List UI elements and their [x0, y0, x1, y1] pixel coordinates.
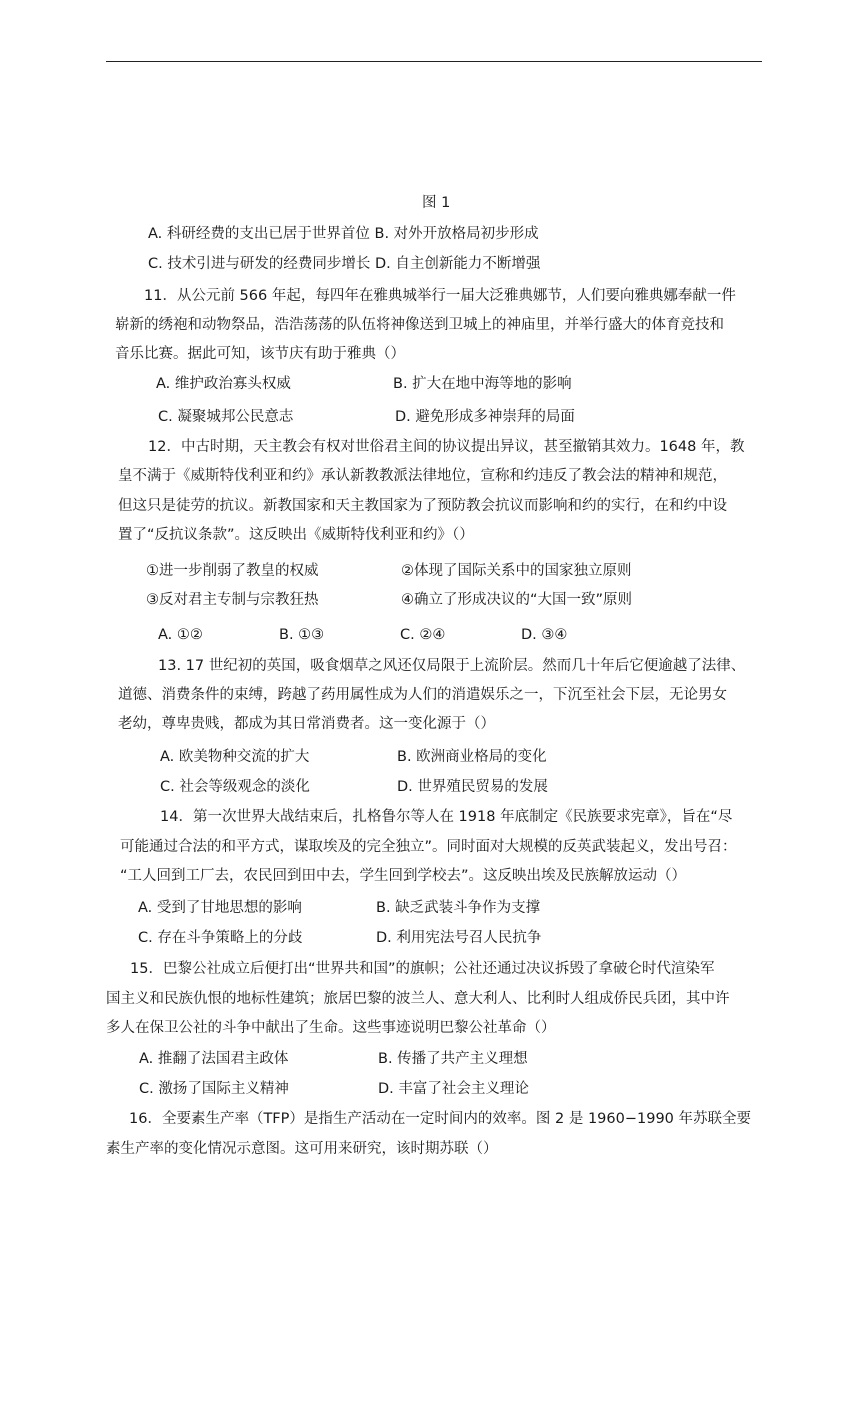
q15-stem-line-1: 15．巴黎公社成立后便打出“世界共和国”的旗帜；公社还通过决议拆毁了拿破仑时代渲染军 [130, 961, 715, 977]
q14-option-d: D. 利用宪法号召人民抗争 [376, 930, 542, 946]
q14-option-a: A. 受到了甘地思想的影响 [138, 900, 302, 916]
q13-stem-line-3: 老幼，尊卑贵贱，都成为其日常消费者。这一变化源于（） [118, 716, 495, 732]
figure-1-caption: 图 1 [422, 195, 451, 211]
q10-options-row-2: C. 技术引进与研发的经费同步增长 D. 自主创新能力不断增强 [148, 256, 541, 272]
q14-stem-line-2: 可能通过合法的和平方式，谋取埃及的完全独立”。同时面对大规模的反英武装起义，发出号召： [120, 839, 737, 855]
q12-option-b: B. ①③ [279, 627, 325, 643]
q12-statement-2: ②体现了国际关系中的国家独立原则 [401, 563, 632, 579]
q13-option-d: D. 世界殖民贸易的发展 [397, 779, 548, 795]
q15-option-b: B. 传播了共产主义理想 [378, 1051, 528, 1067]
q15-stem-line-3: 多人在保卫公社的斗争中献出了生命。这些事迹说明巴黎公社革命（） [106, 1020, 556, 1036]
q14-stem-line-1: 14．第一次世界大战结束后，扎格鲁尔等人在 1918 年底制定《民族要求宪章》，旨在“尽 [160, 809, 733, 825]
q13-option-b: B. 欧洲商业格局的变化 [397, 749, 547, 765]
q12-stem-line-3: 但这只是徒劳的抗议。新教国家和天主教国家为了预防教会抗议而影响和约的实行，在和约中设 [118, 498, 727, 514]
q12-statement-3: ③反对君主专制与宗教狂热 [146, 592, 319, 608]
q15-option-a: A. 推翻了法国君主政体 [139, 1051, 289, 1067]
q12-statement-4: ④确立了形成决议的“大国一致”原则 [401, 592, 633, 608]
q12-stem-line-4: 置了“反抗议条款”。这反映出《威斯特伐利亚和约》（） [118, 527, 474, 543]
q13-option-c: C. 社会等级观念的淡化 [160, 779, 310, 795]
q15-stem-line-2: 国主义和民族仇恨的地标性建筑；旅居巴黎的波兰人、意大利人、比利时人组成侨民兵团，其中许 [106, 991, 730, 1007]
q12-option-d: D. ③④ [521, 627, 568, 643]
q12-statement-1: ①进一步削弱了教皇的权威 [146, 563, 319, 579]
q12-stem-line-1: 12．中古时期，天主教会有权对世俗君主间的协议提出异议，甚至撤销其效力。1648 年，教 [148, 439, 745, 455]
q13-stem-line-1: 13. 17 世纪初的英国，吸食烟草之风还仅局限于上流阶层。然而几十年后它便逾越了法律、 [158, 658, 746, 674]
q15-option-c: C. 激扬了国际主义精神 [139, 1081, 289, 1097]
header-rule [106, 61, 762, 62]
q14-option-c: C. 存在斗争策略上的分歧 [138, 930, 303, 946]
q14-stem-line-3: “工人回到工厂去，农民回到田中去，学生回到学校去”。这反映出埃及民族解放运动（） [120, 868, 687, 884]
q11-option-a: A. 维护政治寡头权威 [156, 376, 291, 392]
q12-stem-line-2: 皇不满于《威斯特伐利亚和约》承认新教教派法律地位，宣称和约违反了教会法的精神和规范， [118, 468, 727, 484]
q13-stem-line-2: 道德、消费条件的束缚，跨越了药用属性成为人们的消遣娱乐之一，下沉至社会下层，无论男女 [118, 687, 727, 703]
q12-option-c: C. ②④ [400, 627, 446, 643]
q11-stem-line-3: 音乐比赛。据此可知，该节庆有助于雅典（） [115, 346, 405, 362]
q14-option-b: B. 缺乏武装斗争作为支撑 [376, 900, 541, 916]
q16-stem-line-1: 16．全要素生产率（TFP）是指生产活动在一定时间内的效率。图 2 是 1960−1990 年苏联全要 [129, 1111, 752, 1127]
q11-option-b: B. 扩大在地中海等地的影响 [393, 376, 572, 392]
q11-option-d: D. 避免形成多神崇拜的局面 [395, 409, 575, 425]
q16-stem-line-2: 素生产率的变化情况示意图。这可用来研究，该时期苏联（） [106, 1141, 498, 1157]
q11-option-c: C. 凝聚城邦公民意志 [158, 409, 294, 425]
q12-option-a: A. ①② [158, 627, 203, 643]
q11-stem-line-2: 崭新的绣袍和动物祭品，浩浩荡荡的队伍将神像送到卫城上的神庙里，并举行盛大的体育竞技和 [115, 317, 724, 333]
q11-stem-line-1: 11．从公元前 566 年起，每四年在雅典城举行一届大泛雅典娜节，人们要向雅典娜奉献一件 [144, 288, 736, 304]
q15-option-d: D. 丰富了社会主义理论 [378, 1081, 529, 1097]
q10-options-row-1: A. 科研经费的支出已居于世界首位 B. 对外开放格局初步形成 [148, 226, 539, 242]
q13-option-a: A. 欧美物种交流的扩大 [160, 749, 310, 765]
